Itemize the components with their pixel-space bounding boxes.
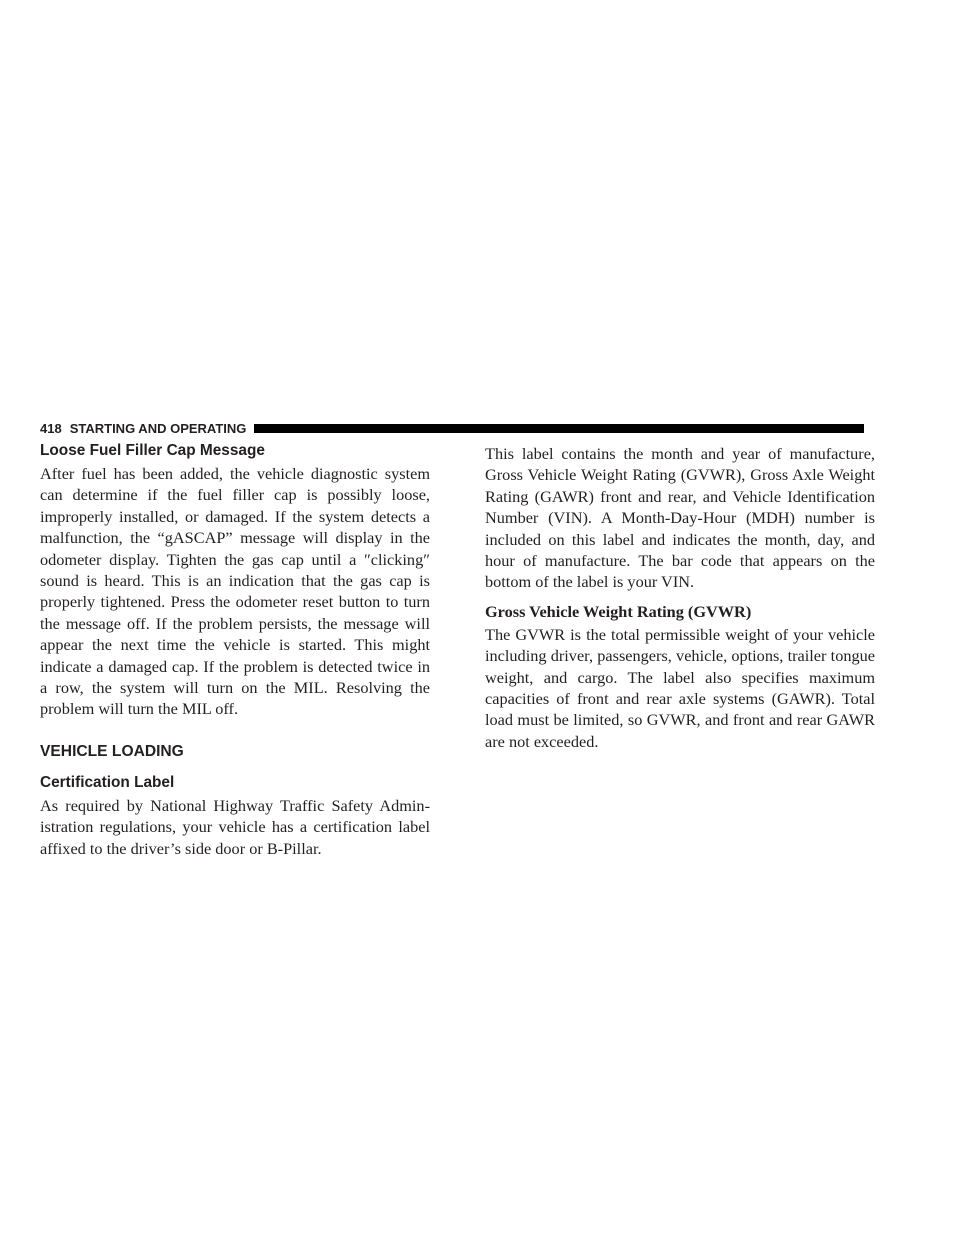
paragraph-label-contents: This label contains the month and year of manufacture, Gross Vehicle Weight Rating (GVWR), Gross Axle Weight Rating (GAWR) front and rear, and Vehicle Identification Number (VIN). A Month-Day-Hour (MDH) number is included on this label and indicates the month, day, and hour of manufacture. The bar code that appears on the bottom of the label is your VIN. [485, 444, 875, 592]
right-column [485, 441, 875, 752]
section-title: STARTING AND OPERATING [69, 420, 247, 436]
paragraph-fuel-cap: After fuel has been added, the vehicle diagnostic system can determine if the fuel filler cap is possibly loose, improperly installed, or damaged. If the system detects a malfunction, the “gASCAP” message will display in the odometer display. Tighten the gas cap until a ″clicking″ sound is heard. This is an indication that the gas cap is properly tightened. Press the odometer reset button to turn the message off. If the problem persists, the message will appear the next time the vehicle is started. This might indicate a damaged cap. If the problem is detected twice in a row, the system will turn on the MIL. Resolving the problem will turn the MIL off. [40, 464, 430, 719]
left-column [40, 441, 430, 859]
heading-certification-label: Certification Label [40, 773, 175, 791]
page-number: 418 [40, 420, 62, 436]
heading-gvwr: Gross Vehicle Weight Rating (GVWR) [485, 601, 752, 621]
header-rule [254, 424, 864, 433]
paragraph-certification: As required by National Highway Traffic Safety Administration regulations, your vehicle has a certification label affixed to the driver’s side door or B-Pillar. [40, 795, 430, 858]
heading-vehicle-loading: VEHICLE LOADING [40, 742, 184, 760]
paragraph-gvwr: The GVWR is the total permissible weight of your vehicle including driver, passengers, vehicle, options, trailer tongue weight, and cargo. The label also specifies maximum capacities of front and rear axle systems (GAWR). Total load must be limited, so GVWR, and front and rear GAWR are not exceeded. [485, 624, 875, 751]
page-header [40, 419, 864, 437]
heading-fuel-cap-message: Loose Fuel Filler Cap Message [40, 442, 265, 459]
